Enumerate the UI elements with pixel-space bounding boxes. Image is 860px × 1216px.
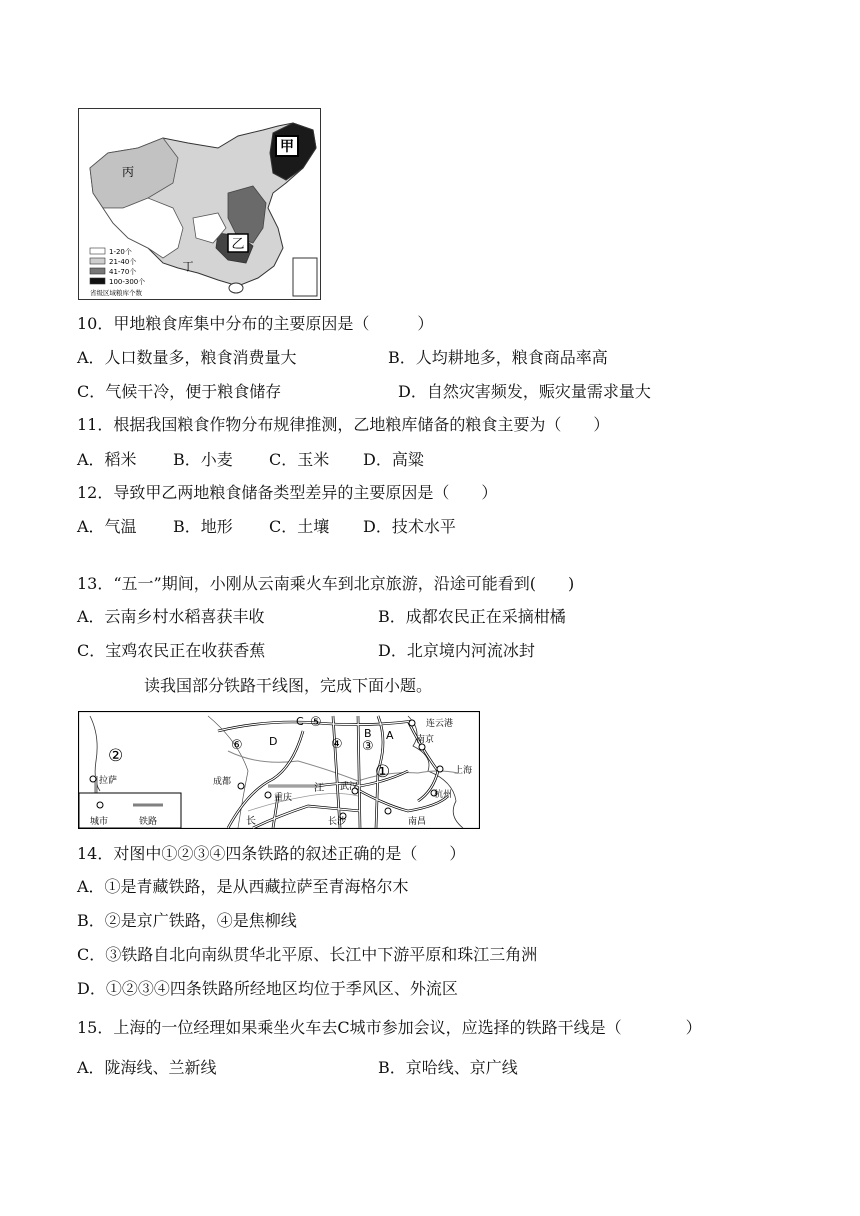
q10-stem: 10．甲地粮食库集中分布的主要原因是（ ） — [77, 314, 434, 333]
q10-option-b[interactable]: B．人均耕地多，粮食商品率高 — [388, 348, 608, 367]
q10-option-a[interactable]: A．人口数量多，粮食消费量大 — [77, 348, 297, 367]
legend-title: 省级区域粮库个数 — [90, 289, 142, 297]
city-chengdu: 成都 — [213, 777, 232, 787]
q14-option-b[interactable]: B．②是京广铁路，④是焦柳线 — [77, 911, 297, 930]
q12-option-d[interactable]: D．技术水平 — [363, 517, 456, 536]
q13-option-d[interactable]: D．北京境内河流冰封 — [378, 641, 535, 660]
q11-option-c[interactable]: C．玉米 — [269, 450, 330, 469]
river-label-jiang: 江 — [314, 783, 324, 794]
q13-stem: 13．“五一”期间，小刚从云南乘火车到北京旅游，沿途可能看到( ) — [77, 574, 575, 593]
legend-city: 城市 — [90, 817, 109, 827]
number-5: ⑤ — [310, 715, 322, 730]
number-6: ⑥ — [231, 738, 243, 753]
number-3: ③ — [362, 739, 374, 754]
city-lianyungang: 连云港 — [426, 719, 454, 729]
q13-option-b[interactable]: B．成都农民正在采摘柑橘 — [378, 607, 566, 626]
q10-option-d[interactable]: D．自然灾害频发，赈灾量需求量大 — [398, 382, 651, 401]
railway-legend — [79, 793, 181, 828]
river-label-chang: 长 — [246, 816, 256, 827]
city-changsha: 长沙 — [328, 817, 347, 827]
number-4: ④ — [331, 737, 343, 752]
q12-option-b[interactable]: B．地形 — [173, 517, 233, 536]
label-ding: 丁 — [182, 260, 194, 273]
q14-option-d[interactable]: D．①②③④四条铁路所经地区均位于季风区、外流区 — [77, 979, 458, 998]
legend-label: 1-20个 — [109, 248, 132, 256]
q10-option-c[interactable]: C．气候干冷，便于粮食储存 — [77, 382, 282, 401]
label-bing: 丙 — [121, 165, 135, 179]
q15-option-a[interactable]: A．陇海线、兰新线 — [77, 1058, 217, 1077]
legend-label: 100-300个 — [109, 278, 146, 286]
q12-option-c[interactable]: C．土壤 — [269, 517, 330, 536]
legend-railway: 铁路 — [139, 817, 158, 827]
q14-option-a[interactable]: A．①是青藏铁路，是从西藏拉萨至青海格尔木 — [77, 877, 409, 896]
q11-stem: 11．根据我国粮食作物分布规律推测，乙地粮库储备的粮食主要为（ ） — [77, 415, 610, 434]
q11-option-a[interactable]: A．稻米 — [77, 450, 137, 469]
grain-storage-map — [78, 108, 321, 300]
city-lasa: 拉萨 — [99, 776, 118, 786]
q15-stem: 15．上海的一位经理如果乘坐火车去C城市参加会议，应选择的铁路干线是（ ） — [77, 1018, 702, 1037]
city-hangzhou: 杭州 — [434, 790, 453, 800]
q13-option-a[interactable]: A．云南乡村水稻喜获丰收 — [77, 607, 265, 626]
q14-stem: 14．对图中①②③④四条铁路的叙述正确的是（ ） — [77, 844, 466, 863]
letter-b: B — [364, 727, 372, 740]
number-1: ① — [375, 762, 391, 782]
q12-option-a[interactable]: A．气温 — [77, 517, 137, 536]
railway-map — [78, 711, 480, 829]
q13-option-c[interactable]: C．宝鸡农民正在收获香蕉 — [77, 641, 266, 660]
city-shanghai: 上海 — [454, 766, 473, 776]
city-nanjing: 南京 — [416, 735, 435, 745]
q11-option-d[interactable]: D．高粱 — [363, 450, 424, 469]
label-jia: 甲 — [280, 139, 294, 155]
city-chongqing: 重庆 — [274, 793, 293, 803]
legend-label: 21-40个 — [109, 258, 137, 266]
q11-option-b[interactable]: B．小麦 — [173, 450, 233, 469]
city-nanchang: 南昌 — [408, 817, 427, 827]
letter-a: A — [386, 729, 394, 742]
legend-label: 41-70个 — [109, 268, 137, 276]
q12-stem: 12．导致甲乙两地粮食储备类型差异的主要原因是（ ） — [77, 483, 498, 502]
city-wuhan: 武汉 — [340, 782, 359, 792]
letter-d: D — [269, 735, 278, 748]
q15-option-b[interactable]: B．京哈线、京广线 — [378, 1058, 518, 1077]
section-intro: 读我国部分铁路干线图，完成下面小题。 — [144, 676, 433, 695]
letter-c: C — [296, 715, 304, 728]
q14-option-c[interactable]: C．③铁路自北向南纵贯华北平原、长江中下游平原和珠江三角洲 — [77, 945, 538, 964]
number-2: ② — [108, 746, 124, 766]
label-yi: 乙 — [231, 237, 245, 252]
